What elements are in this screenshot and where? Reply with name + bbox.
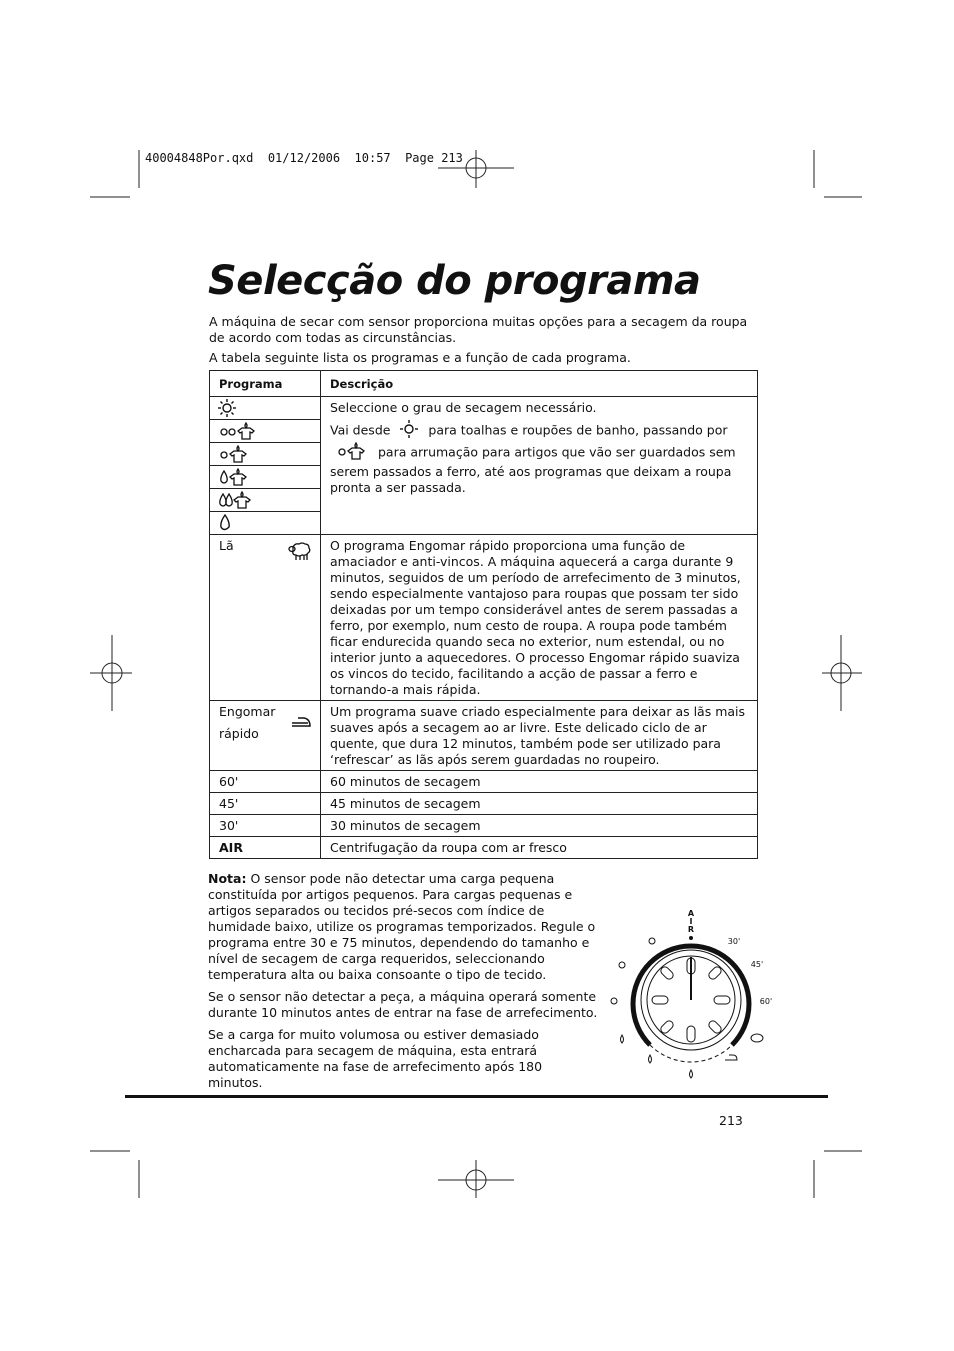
dial-air-letter-i: I [689,917,693,926]
table-row-60 [210,771,758,793]
extra-dry-icon [210,397,320,420]
wool-label: Lã [219,538,234,553]
iron-description: Um programa suave criado especialmente para deixar as lãs mais suaves após a secagem ao ar livre. Este delicado ciclo de ar quente, que dura 12 minutos, também pode ser utilizado para ‘refrescar’ as lãs após serem guardadas no roupeiro. [321,701,758,771]
table-row-dry-levels [210,397,758,535]
dial-label-45: 45' [750,960,764,969]
program-dial-diagram [600,905,780,1085]
bottom-rule [125,1095,828,1098]
cupboard-dry-inline-icon [336,442,368,464]
iron-label-line1: Engomar [219,704,276,719]
timed-desc-30: 30 minutos de secagem [321,815,758,837]
note-paragraph-2: Se o sensor não detectar a peça, a máquina operará somente durante 10 minutos antes de entrar na fase de arrefecimento. [208,989,598,1020]
dry-levels-description [321,397,758,535]
note-text: O sensor pode não detectar uma carga pequena constituída por artigos pequenos. Para cargas pequenas e artigos separados ou tecidos pré-secos com índice de humidade baixo, utilize os programas temporizados. Regule o programa entre 30 e 75 minutos, dependendo do tamanho e nível de secagem de carga requeridos, seleccionando temperatura alta ou baixa consoante o tipo de tecido. [208,871,596,982]
table-row-45 [210,793,758,815]
table-row-iron [210,701,758,771]
cupboard-dry-icon [210,443,320,466]
extra-dry-inline-icon [400,420,418,442]
dry-levels-desc-line1: Seleccione o grau de secagem necessário. [330,400,597,415]
iron-icon [290,712,312,732]
wool-label-cell [210,535,321,701]
table-row-wool [210,535,758,701]
timed-label-60: 60' [210,771,321,793]
file-slug: 40004848Por.qxd 01/12/2006 10:57 Page 213 [145,151,463,165]
dry-levels-desc-body [330,420,751,496]
table-header-row [210,371,758,397]
timed-label-45: 45' [210,793,321,815]
air-label: AIR [210,837,321,859]
sheep-icon [288,541,314,565]
iron-label-cell [210,701,321,771]
dial-label-30: 30' [727,937,741,946]
timed-desc-45: 45 minutos de secagem [321,793,758,815]
dial-air-letter-a: A [687,909,695,918]
dry-levels-desc-post: para arrumação para artigos que vão ser guardados sem serem passados a ferro, até aos programas que deixam a roupa pronta a ser passada. [330,444,736,495]
header-program: Programa [210,371,321,397]
note-block [208,871,598,1097]
dry-levels-desc-pre: Vai desde [330,422,391,438]
page-number: 213 [719,1113,743,1128]
dial-air-letter-r: R [687,925,695,934]
table-row-30 [210,815,758,837]
intro-paragraph: A máquina de secar com sensor proporciona muitas opções para a secagem da roupa de acordo com todas as circunstâncias. [209,314,748,345]
timed-label-30: 30' [210,815,321,837]
wool-description: O programa Engomar rápido proporciona uma função de amaciador e anti-vincos. A máquina aquecerá a carga durante 9 minutos, seguidos de um período de arrefecimento de 3 minutos, sendo especialmente vantajoso para roupas que possam ter sido deixadas por um tempo considerável antes de serem passadas a ferro, por exemplo, num cesto de roupa. A roupa pode também ficar endurecida quando seca no exterior, num estendal, ou no interior junto a aquecedores. O processo Engomar rápido suaviza os vincos do tecido, facilitando a acção de passar a ferro e tornando-a mais rápida. [321,535,758,701]
iron-dry-icon [210,466,320,489]
header-description: Descrição [321,371,758,397]
note-paragraph-3: Se a carga for muito volumosa ou estiver demasiado encharcada para secagem de máquina, esta entrará automaticamente na fase de arrefecimento após 180 minutos. [208,1027,543,1090]
dry-level-icons [210,397,321,535]
damp-icon [210,512,320,534]
page-title: Selecção do programa [208,258,701,304]
note-label: Nota: [208,871,247,886]
dial-label-60: 60' [759,997,773,1006]
iron-dry-extra-icon [210,489,320,512]
cupboard-dry-extra-icon [210,420,320,443]
iron-label-line2: rápido [219,726,259,741]
timed-desc-60: 60 minutos de secagem [321,771,758,793]
program-table [209,370,758,859]
air-description: Centrifugação da roupa com ar fresco [321,837,758,859]
dry-levels-desc-mid: para toalhas e roupões de banho, passando por [428,422,728,438]
intro-table-paragraph: A tabela seguinte lista os programas e a função de cada programa. [209,350,631,365]
table-row-air [210,837,758,859]
note-paragraph [208,871,598,983]
